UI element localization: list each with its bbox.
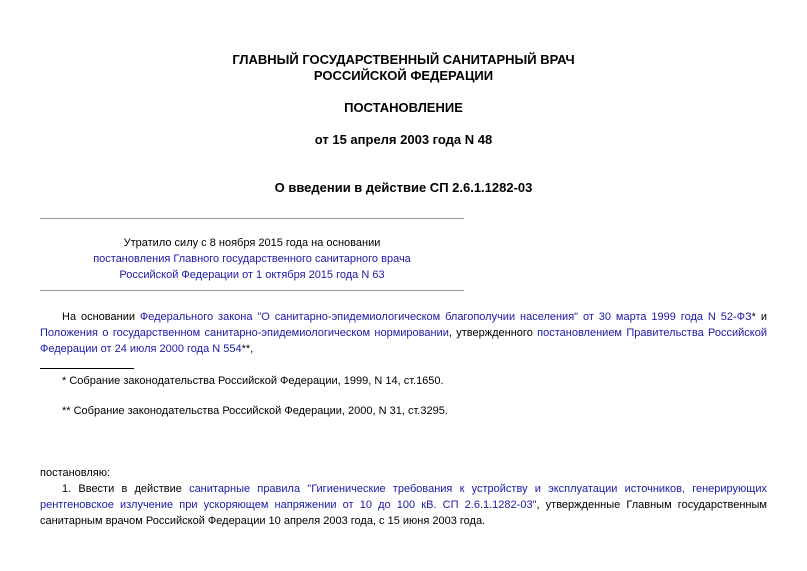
divider-top xyxy=(40,218,464,219)
repeal-notice-text: Утратило силу с 8 ноября 2015 года на основании xyxy=(123,237,381,249)
issuer-title xyxy=(0,52,807,84)
repeal-notice-link-1[interactable]: постановления Главного государственного санитарного врача xyxy=(93,253,411,265)
repeal-notice-link-2[interactable]: Российской Федерации от 1 октября 2015 года N 63 xyxy=(119,269,385,281)
document-date-number: от 15 апреля 2003 года N 48 xyxy=(314,132,493,147)
resolution-label: постановляю: xyxy=(40,467,111,479)
document-type: ПОСТАНОВЛЕНИЕ xyxy=(344,100,463,115)
preamble-text-3: , утвержденного xyxy=(448,327,538,339)
sanitary-rules-link[interactable]: санитарные правила "Гигиенические требования к устройству и эксплуатации источников, генерирующих рентгеновское излучение при ускоряющем напряжении от 10 до 100 кВ. СП 2.6.1.1282-03" xyxy=(40,483,767,511)
issuer-line-2: РОССИЙСКОЙ ФЕДЕРАЦИИ xyxy=(313,68,494,83)
footnote-separator xyxy=(40,368,134,369)
repeal-notice xyxy=(40,235,464,283)
preamble-text-4: **, xyxy=(241,343,254,355)
preamble-text-2: * и xyxy=(751,311,768,323)
item-1-text-1: 1. Ввести в действие xyxy=(62,483,190,495)
federal-law-link[interactable]: Федерального закона "О санитарно-эпидемиологическом благополучии населения" от 30 марта 1999 года N 52-ФЗ xyxy=(139,311,752,323)
footnote-2: ** Собрание законодательства Российской Федерации, 2000, N 31, ст.3295. xyxy=(62,405,448,417)
divider-bottom xyxy=(40,290,464,291)
item-1-text-2: , утвержденные Главным государственным санитарным врачом Российской Федерации 10 апреля 2003 года, с 15 июня 2003 года. xyxy=(40,499,767,527)
resolution-item-1 xyxy=(40,481,767,529)
footnote-1: * Собрание законодательства Российской Федерации, 1999, N 14, ст.1650. xyxy=(62,375,444,387)
document-subject: О введении в действие СП 2.6.1.1282-03 xyxy=(274,180,533,195)
regulation-link[interactable]: Положения о государственном санитарно-эпидемиологическом нормировании xyxy=(40,327,449,339)
preamble-text-1: На основании xyxy=(62,311,140,323)
preamble-paragraph xyxy=(40,309,767,357)
government-decree-link[interactable]: постановлением Правительства Российской Федерации от 24 июля 2000 года N 554 xyxy=(40,327,768,355)
issuer-line-1: ГЛАВНЫЙ ГОСУДАРСТВЕННЫЙ САНИТАРНЫЙ ВРАЧ xyxy=(232,52,575,67)
